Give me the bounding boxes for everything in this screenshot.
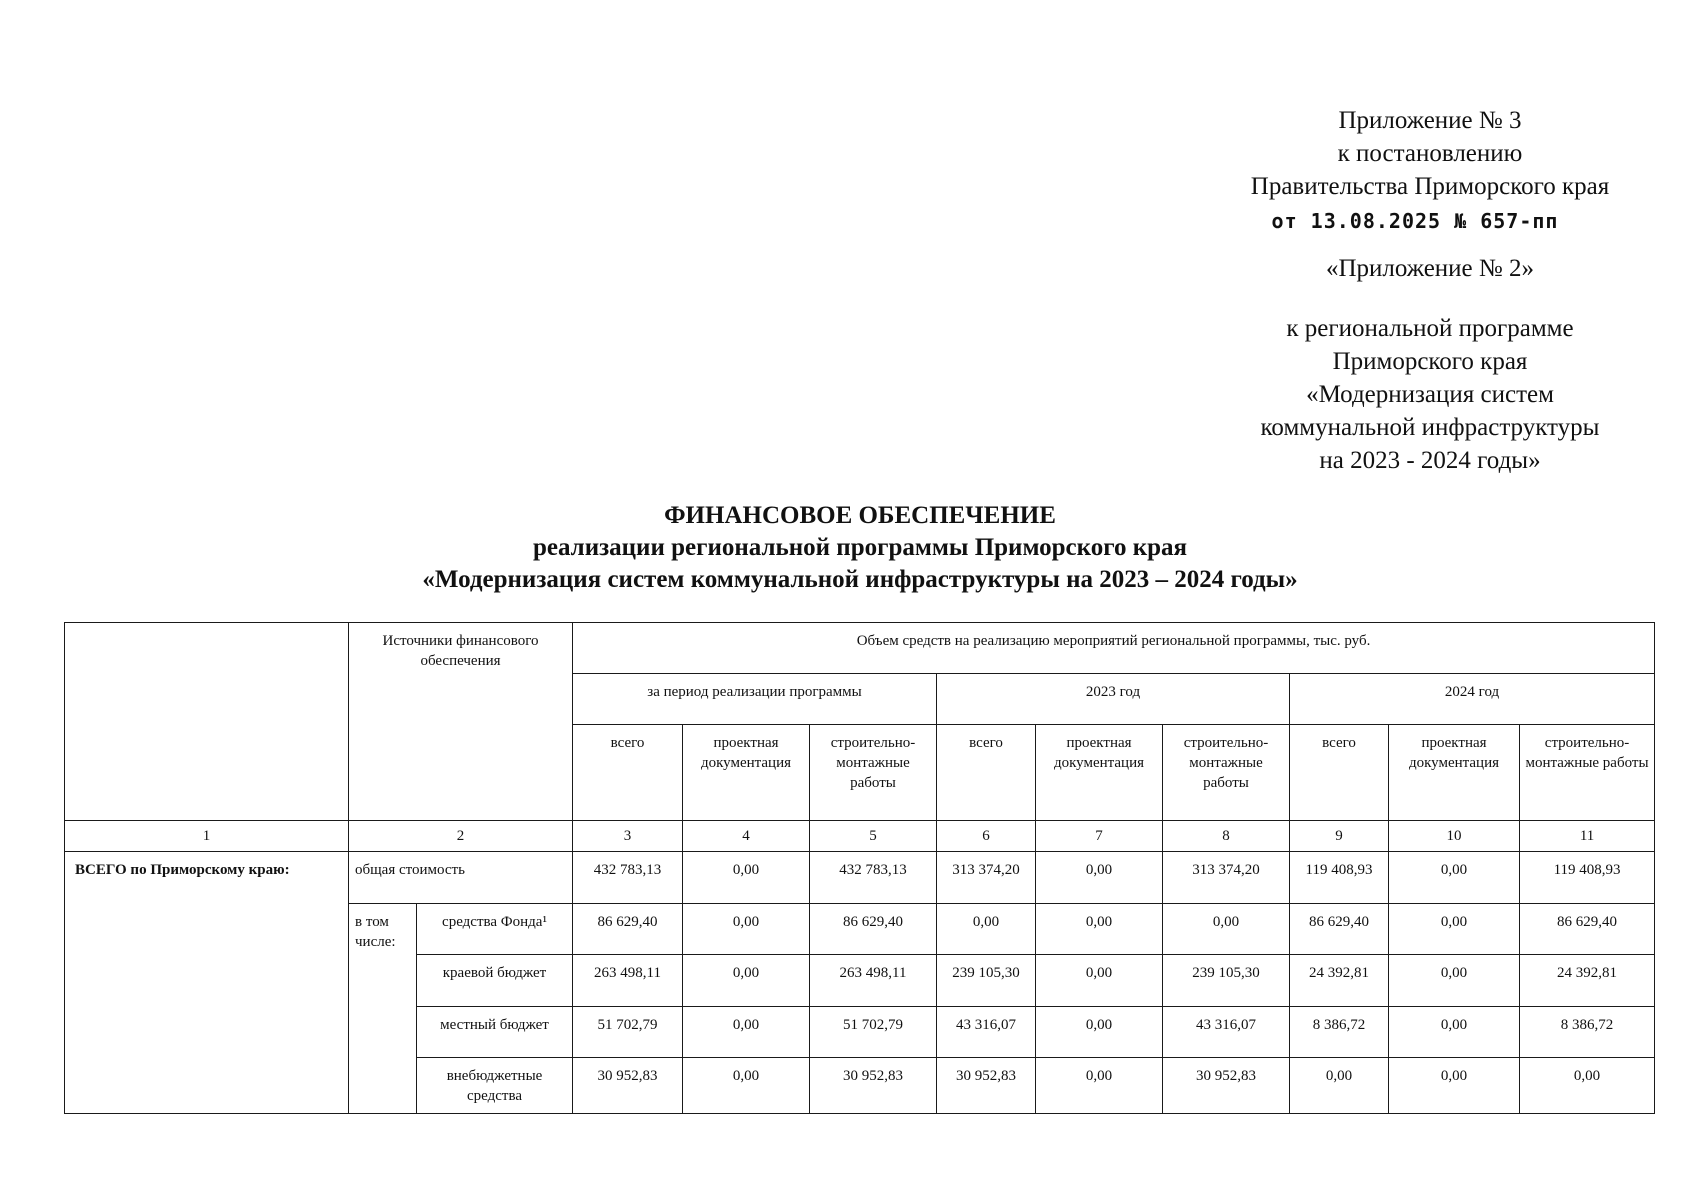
table-cell: 0,00 bbox=[1389, 852, 1520, 904]
table-cell: 0,00 bbox=[683, 852, 810, 904]
source-label: местный бюджет bbox=[417, 1007, 573, 1058]
header-total: всего bbox=[573, 725, 683, 821]
column-number: 11 bbox=[1520, 821, 1655, 852]
table-cell: 0,00 bbox=[1389, 904, 1520, 955]
header-construction: строительно-монтажные работы bbox=[1520, 725, 1655, 821]
table-cell: 0,00 bbox=[1036, 852, 1163, 904]
header-design: проектная документация bbox=[683, 725, 810, 821]
source-label: внебюджетные средства bbox=[417, 1058, 573, 1114]
appendix-2-label bbox=[1210, 252, 1650, 285]
table-cell: 0,00 bbox=[937, 904, 1036, 955]
table-cell: 119 408,93 bbox=[1290, 852, 1389, 904]
table-cell: 0,00 bbox=[1520, 1058, 1655, 1114]
header-design: проектная документация bbox=[1389, 725, 1520, 821]
table-cell: 0,00 bbox=[1036, 1058, 1163, 1114]
table-cell: 0,00 bbox=[1290, 1058, 1389, 1114]
table-cell: 0,00 bbox=[1389, 1058, 1520, 1114]
column-number: 8 bbox=[1163, 821, 1290, 852]
header-design: проектная документация bbox=[1036, 725, 1163, 821]
column-number: 6 bbox=[937, 821, 1036, 852]
table-cell: 86 629,40 bbox=[810, 904, 937, 955]
header-year-2023: 2023 год bbox=[937, 674, 1290, 725]
table-cell: 432 783,13 bbox=[573, 852, 683, 904]
table-cell: 432 783,13 bbox=[810, 852, 937, 904]
program-ref-line5: на 2023 - 2024 годы» bbox=[1319, 447, 1541, 474]
title-line1: ФИНАНСОВОЕ ОБЕСПЕЧЕНИЕ bbox=[664, 502, 1056, 529]
table-cell: 0,00 bbox=[683, 1007, 810, 1058]
header-total: всего bbox=[937, 725, 1036, 821]
header-empty-cell bbox=[65, 623, 349, 821]
table-cell: 313 374,20 bbox=[937, 852, 1036, 904]
source-label: краевой бюджет bbox=[417, 955, 573, 1007]
program-ref-line4: коммунальной инфраструктуры bbox=[1260, 414, 1600, 441]
header-volume: Объем средств на реализацию мероприятий региональной программы, тыс. руб. bbox=[573, 623, 1655, 674]
table-cell: 0,00 bbox=[1163, 904, 1290, 955]
header-period-total: за период реализации программы bbox=[573, 674, 937, 725]
column-number: 5 bbox=[810, 821, 937, 852]
table-cell: 8 386,72 bbox=[1290, 1007, 1389, 1058]
appendix-line2: к постановлению bbox=[1337, 140, 1523, 167]
table-cell: 8 386,72 bbox=[1520, 1007, 1655, 1058]
table-cell: 0,00 bbox=[683, 955, 810, 1007]
table-cell: 86 629,40 bbox=[1520, 904, 1655, 955]
table-cell: 0,00 bbox=[1036, 955, 1163, 1007]
table-cell: 263 498,11 bbox=[810, 955, 937, 1007]
table-cell: 0,00 bbox=[1389, 1007, 1520, 1058]
column-number: 1 bbox=[65, 821, 349, 852]
table-cell: 51 702,79 bbox=[810, 1007, 937, 1058]
column-number: 7 bbox=[1036, 821, 1163, 852]
title-line3: «Модернизация систем коммунальной инфраструктуры на 2023 – 2024 годы» bbox=[422, 566, 1298, 593]
program-ref-line1: к региональной программе bbox=[1286, 315, 1574, 342]
source-label: средства Фонда¹ bbox=[417, 904, 573, 955]
program-ref-line2: Приморского края bbox=[1332, 348, 1528, 375]
table-cell: 0,00 bbox=[683, 1058, 810, 1114]
column-number: 4 bbox=[683, 821, 810, 852]
table-cell: 24 392,81 bbox=[1290, 955, 1389, 1007]
table-cell: 30 952,83 bbox=[810, 1058, 937, 1114]
table-cell: 86 629,40 bbox=[1290, 904, 1389, 955]
document-title bbox=[240, 500, 1480, 596]
region-label: ВСЕГО по Приморскому краю: bbox=[65, 852, 349, 1114]
appendix-line3: Правительства Приморского края bbox=[1250, 173, 1610, 200]
table-cell: 239 105,30 bbox=[1163, 955, 1290, 1007]
header-total: всего bbox=[1290, 725, 1389, 821]
column-number-row bbox=[65, 821, 1655, 852]
table-cell: 24 392,81 bbox=[1520, 955, 1655, 1007]
appendix-block bbox=[1210, 104, 1650, 238]
financing-table bbox=[64, 622, 1655, 1114]
header-row-1 bbox=[65, 623, 1655, 674]
total-cost-label: общая стоимость bbox=[349, 852, 573, 904]
table-cell: 30 952,83 bbox=[573, 1058, 683, 1114]
table-cell: 239 105,30 bbox=[937, 955, 1036, 1007]
header-construction: строительно-монтажные работы bbox=[1163, 725, 1290, 821]
document-number-stamp: от 13.08.2025 № 657-пп bbox=[1271, 209, 1559, 233]
table-cell: 30 952,83 bbox=[937, 1058, 1036, 1114]
table-cell: 30 952,83 bbox=[1163, 1058, 1290, 1114]
including-label: в том числе: bbox=[349, 904, 417, 1114]
column-number: 2 bbox=[349, 821, 573, 852]
header-construction: строительно-монтажные работы bbox=[810, 725, 937, 821]
table-cell: 43 316,07 bbox=[937, 1007, 1036, 1058]
table-cell: 51 702,79 bbox=[573, 1007, 683, 1058]
table-cell: 119 408,93 bbox=[1520, 852, 1655, 904]
header-year-2024: 2024 год bbox=[1290, 674, 1655, 725]
program-ref-line3: «Модернизация систем bbox=[1306, 381, 1554, 408]
title-line2: реализации региональной программы Приморского края bbox=[532, 534, 1188, 561]
table-cell: 0,00 bbox=[1389, 955, 1520, 1007]
table-cell: 0,00 bbox=[1036, 904, 1163, 955]
table-cell: 0,00 bbox=[1036, 1007, 1163, 1058]
table-cell: 43 316,07 bbox=[1163, 1007, 1290, 1058]
table-cell: 86 629,40 bbox=[573, 904, 683, 955]
column-number: 3 bbox=[573, 821, 683, 852]
table-row-total bbox=[65, 852, 1655, 904]
table-cell: 263 498,11 bbox=[573, 955, 683, 1007]
header-sources: Источники финансового обеспечения bbox=[349, 623, 573, 821]
table-cell: 313 374,20 bbox=[1163, 852, 1290, 904]
table-cell: 0,00 bbox=[683, 904, 810, 955]
column-number: 10 bbox=[1389, 821, 1520, 852]
appendix-line1: Приложение № 3 bbox=[1338, 107, 1522, 134]
appendix-2-line: «Приложение № 2» bbox=[1325, 255, 1535, 282]
column-number: 9 bbox=[1290, 821, 1389, 852]
program-reference bbox=[1210, 312, 1650, 477]
